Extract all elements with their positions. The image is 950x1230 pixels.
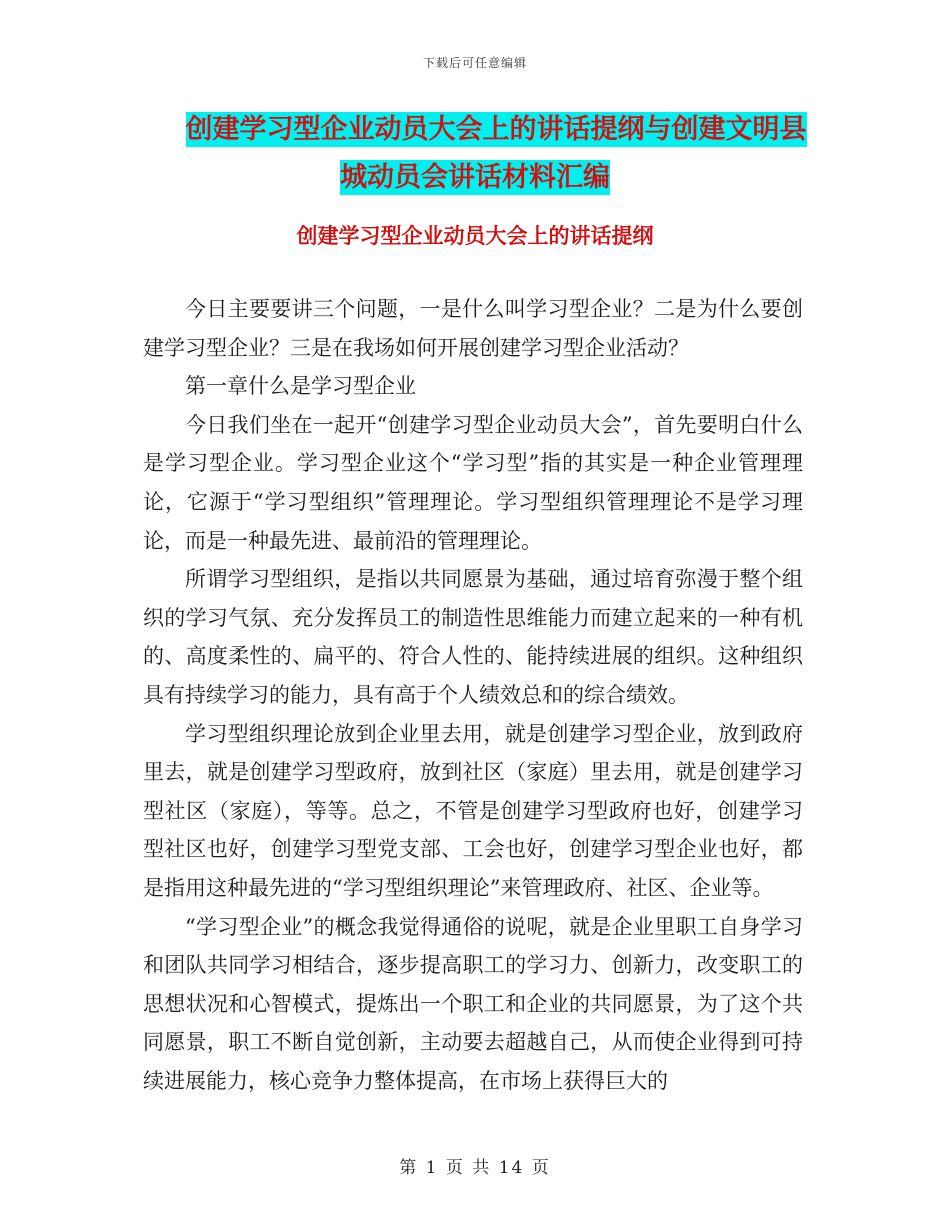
chapter-heading: 第一章什么是学习型企业	[185, 374, 416, 399]
paragraph-intro: 今日主要要讲三个问题，一是什么叫学习型企业？二是为什么要创建学习型企业？三是在我场如何开展创建学习型企业活动？	[143, 297, 803, 360]
title-line-1: 创建学习型企业动员大会上的讲话提纲与创建文明县	[185, 114, 807, 145]
section-title: 创建学习型企业动员大会上的讲话提纲	[296, 224, 654, 248]
paragraph: 学习型组织理论放到企业里去用，就是创建学习型企业，放到政府里去，就是创建学习型政府，放到社区（家庭）里去用，就是创建学习型社区（家庭），等等。总之，不管是创建学习型政府也好，创建学习型社区也好，创建学习型党支部、工会也好，创建学习型企业也好，都是指用这种最先进的“学习型组织理论”来管理政府、社区、企业等。	[143, 721, 803, 900]
title-line-2: 城动员会讲话材料汇编	[340, 162, 610, 193]
page-number: 第 1 页 共 14 页	[399, 1158, 551, 1178]
paragraph: “学习型企业”的概念我觉得通俗的说呢，就是企业里职工自身学习和团队共同学习相结合，逐步提高职工的学习力、创新力，改变职工的思想状况和心智模式，提炼出一个职工和企业的共同愿景，为了这个共同愿景，职工不断自觉创新，主动要去超越自己，从而使企业得到可持续进展能力，核心竞争力整体提高，在市场上获得巨大的	[143, 914, 803, 1093]
paragraph: 所谓学习型组织，是指以共同愿景为基础，通过培育弥漫于整个组织的学习气氛、充分发挥员工的制造性思维能力而建立起来的一种有机的、高度柔性的、扁平的、符合人性的、能持续进展的组织。这种组织具有持续学习的能力，具有高于个人绩效总和的综合绩效。	[143, 567, 803, 707]
page-header-note: 下载后可任意编辑	[422, 56, 527, 70]
document-title	[0, 106, 950, 202]
document-body	[143, 290, 803, 1100]
paragraph: 今日我们坐在一起开“创建学习型企业动员大会”，首先要明白什么是学习型企业。学习型企业这个“学习型”指的其实是一种企业管理理论，它源于“学习型组织”管理理论。学习型组织管理理论不是学习理论，而是一种最先进、最前沿的管理理论。	[143, 412, 803, 553]
